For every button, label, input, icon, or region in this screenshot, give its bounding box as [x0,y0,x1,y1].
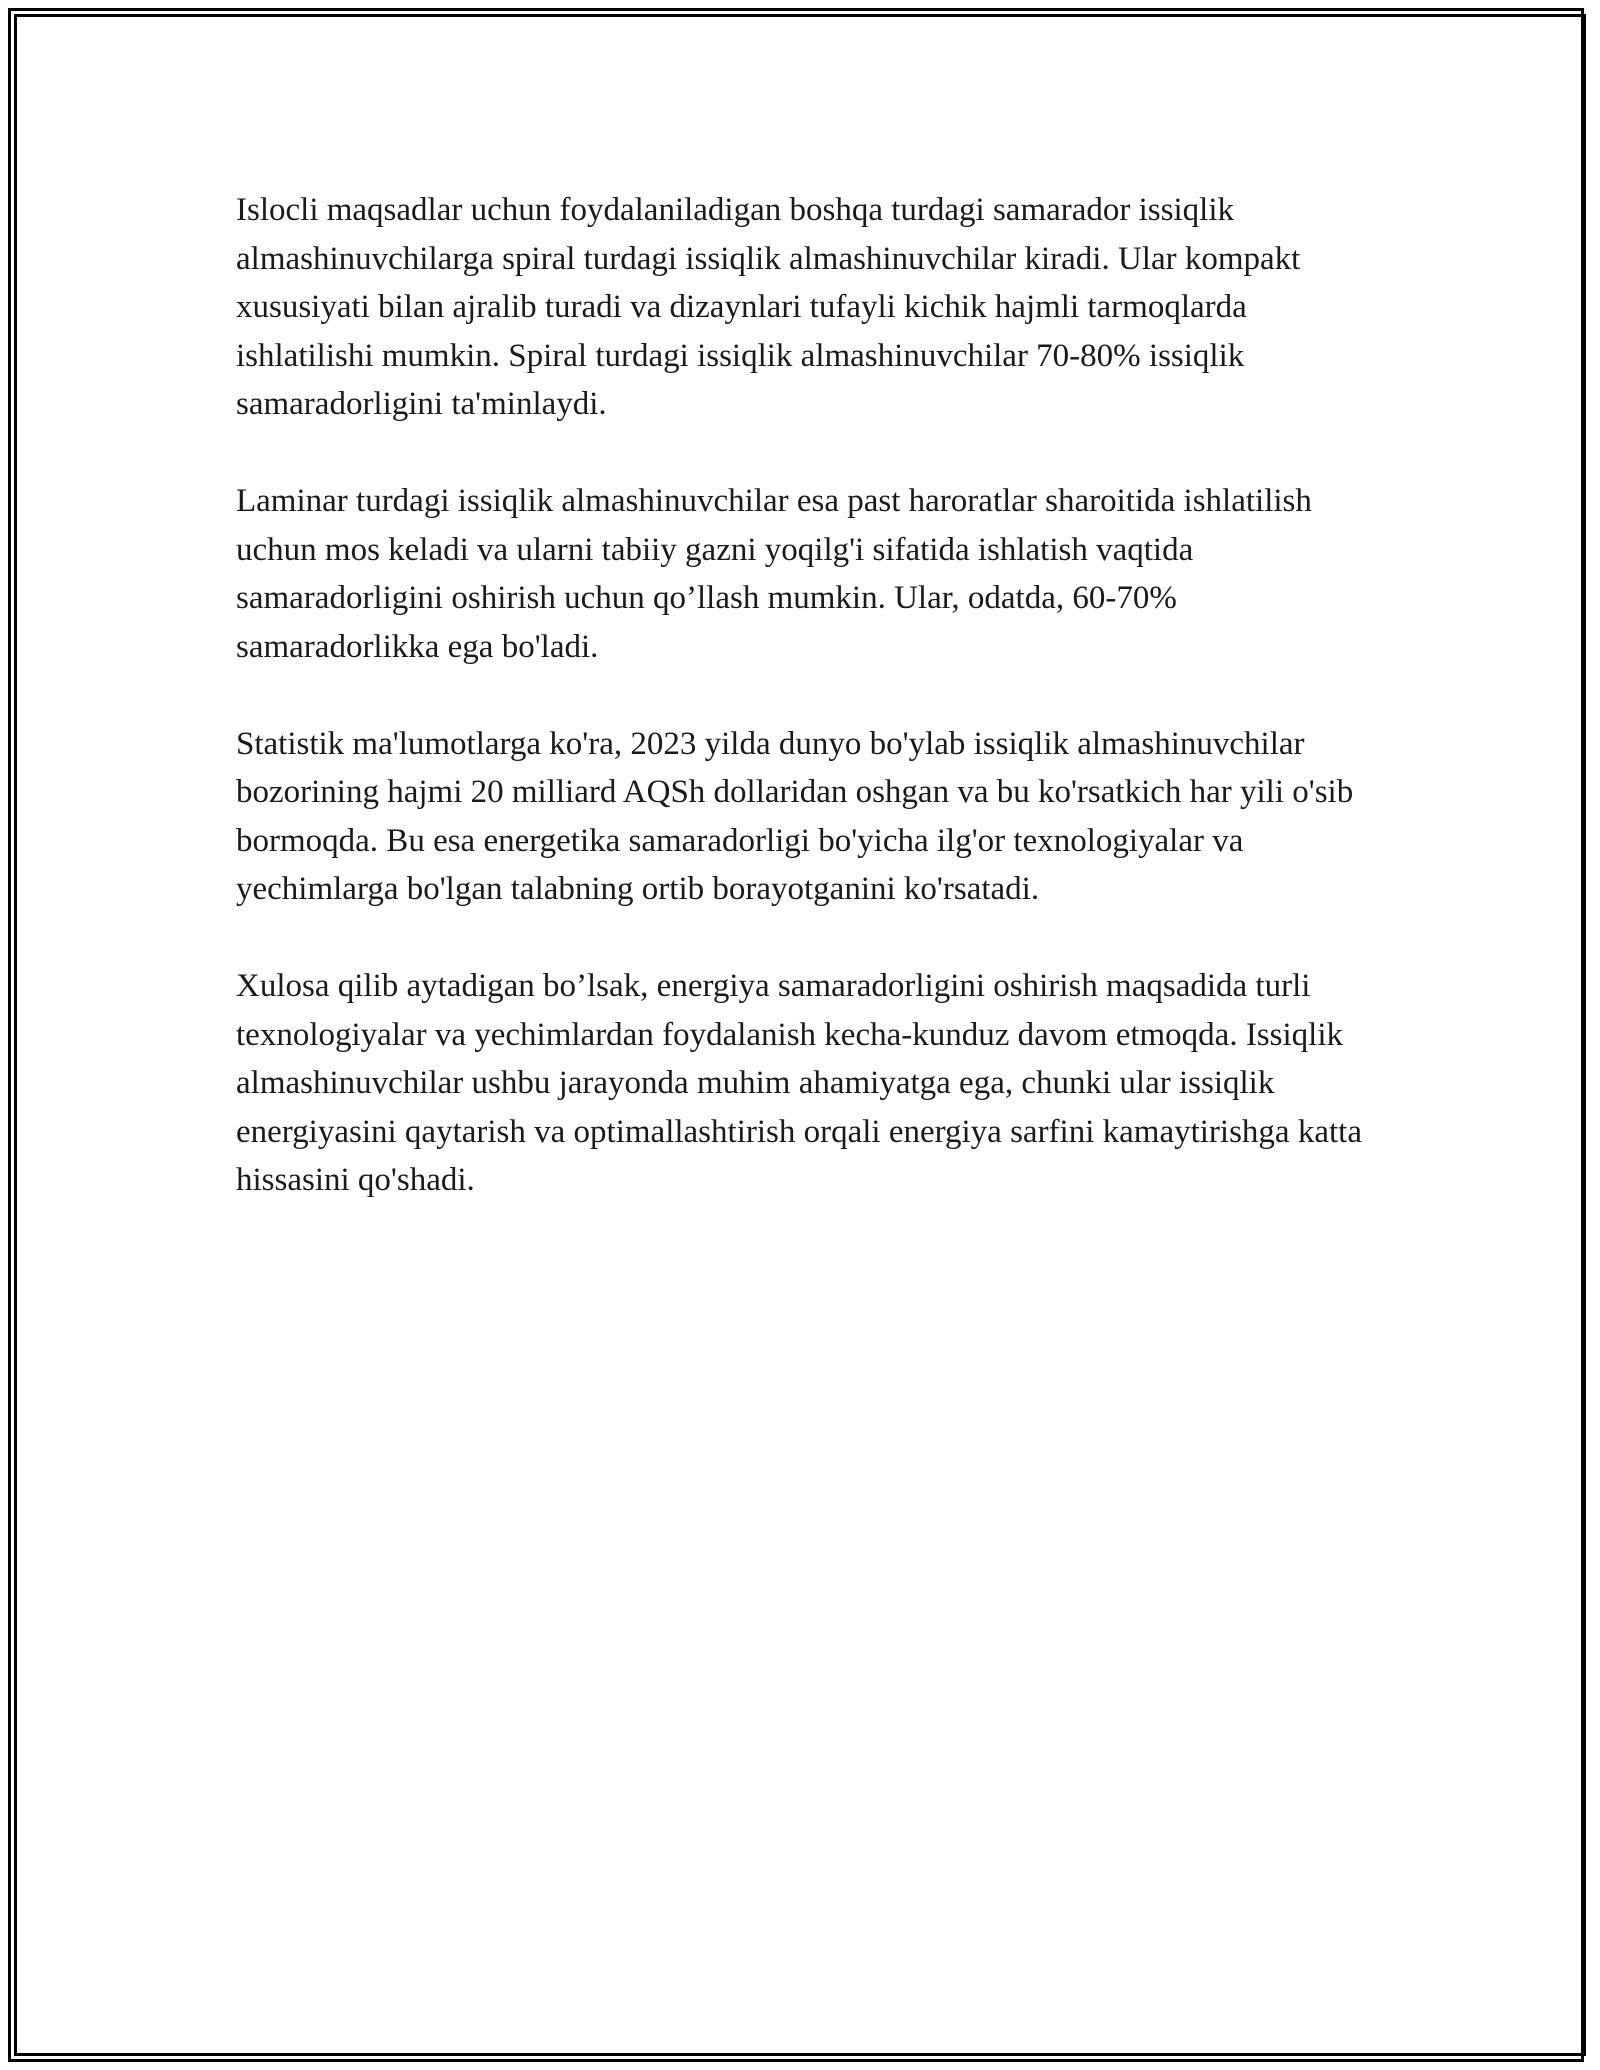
document-body [236,186,1364,1253]
paragraph-market-statistics: Statistik ma'lumotlarga ko'ra, 2023 yilda dunyo bo'ylab issiqlik almashinuvchilar bozorining hajmi 20 milliard AQSh dollaridan oshgan va bu ko'rsatkich har yili o'sib bormoqda. Bu esa energetika samaradorligi bo'yicha ilg'or texnologiyalar va yechimlarga bo'lgan talabning ortib borayotganini ko'rsatadi. [236,725,1354,907]
paragraph-laminar-heat-exchangers: Laminar turdagi issiqlik almashinuvchilar esa past haroratlar sharoitida ishlatilish uchun mos keladi va ularni tabiiy gazni yoqilg'i sifatida ishlatish vaqtida samaradorligini oshirish uchun qo’llash mumkin. Ular, odatda, 60-70% samaradorlikka ega bo'ladi. [236,483,1312,665]
paragraph-conclusion: Xulosa qilib aytadigan bo’lsak, energiya samaradorligini oshirish maqsadida turli texnologiyalar va yechimlardan foydalanish kecha-kunduz davom etmoqda. Issiqlik almashinuvchilar ushbu jarayonda muhim ahamiyatga ega, chunki ular issiqlik energiyasini qaytarish va optimallashtirish orqali energiya sarfini kamaytirishga katta hissasini qo'shadi. [236,968,1362,1198]
paragraph-spiral-heat-exchangers: Islocli maqsadlar uchun foydalaniladigan boshqa turdagi samarador issiqlik almashinuvchilarga spiral turdagi issiqlik almashinuvchilar kiradi. Ular kompakt xususiyati bilan ajralib turadi va dizaynlari tufayli kichik hajmli tarmoqlarda ishlatilishi mumkin. Spiral turdagi issiqlik almashinuvchilar 70-80% issiqlik samaradorligini ta'minlaydi. [236,192,1301,422]
